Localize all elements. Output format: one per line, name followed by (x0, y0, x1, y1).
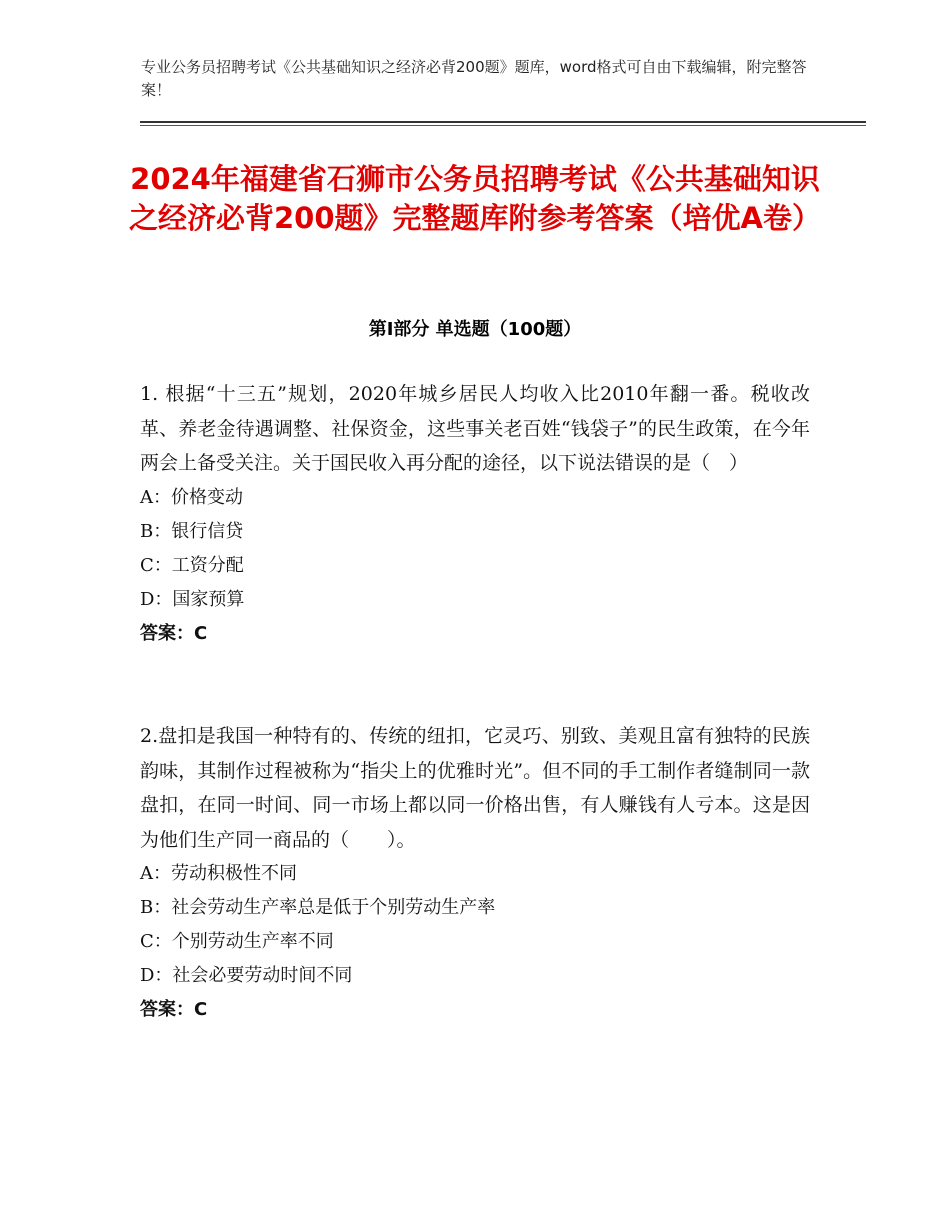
header-divider-thin (140, 125, 866, 126)
header-note: 专业公务员招聘考试《公共基础知识之经济必背200题》题库，word格式可自由下载编辑，附完整答案！ (141, 58, 807, 99)
answer-label: 答案： (140, 622, 194, 644)
option-b: B：社会劳动生产率总是低于个别劳动生产率 (140, 897, 496, 918)
option-d: D：国家预算 (140, 588, 245, 610)
question-stem: 1. 根据“十三五”规划，2020年城乡居民人均收入比2010年翻一番。税收改革、养老金待遇调整、社保资金，这些事关老百姓“钱袋子”的民生政策，在今年两会上备受关注。关于国民收入再分配的途径，以下说法错误的是（ ） (140, 383, 810, 474)
question-stem: 2.盘扣是我国一种特有的、传统的纽扣，它灵巧、别致、美观且富有独特的民族韵味，其制作过程被称为“指尖上的优雅时光”。但不同的手工制作者缝制同一款盘扣，在同一时间、同一市场上都以同一价格出售，有人赚钱有人亏本。这是因为他们生产同一商品的（ ）。 (140, 725, 810, 851)
option-a: A：价格变动 (140, 486, 243, 508)
section-title: 第Ⅰ部分 单选题（100题） (368, 319, 582, 340)
option-b: B：银行信贷 (140, 520, 244, 542)
option-d: D：社会必要劳动时间不同 (140, 965, 353, 986)
document-title: 2024年福建省石狮市公务员招聘考试《公共基础知识之经济必背200题》完整题库附参考答案（培优A卷） (129, 162, 821, 235)
answer-line (140, 617, 810, 651)
option-a: A：劳动积极性不同 (140, 863, 297, 884)
answer-value: C (194, 999, 208, 1020)
answer-label: 答案： (140, 999, 194, 1020)
header-divider-thick (140, 121, 866, 123)
option-c: C：个别劳动生产率不同 (140, 931, 334, 952)
question-1 (140, 377, 810, 651)
answer-line (140, 993, 810, 1027)
option-c: C：工资分配 (140, 554, 244, 576)
answer-value: C (194, 622, 208, 644)
question-2 (140, 719, 810, 1027)
